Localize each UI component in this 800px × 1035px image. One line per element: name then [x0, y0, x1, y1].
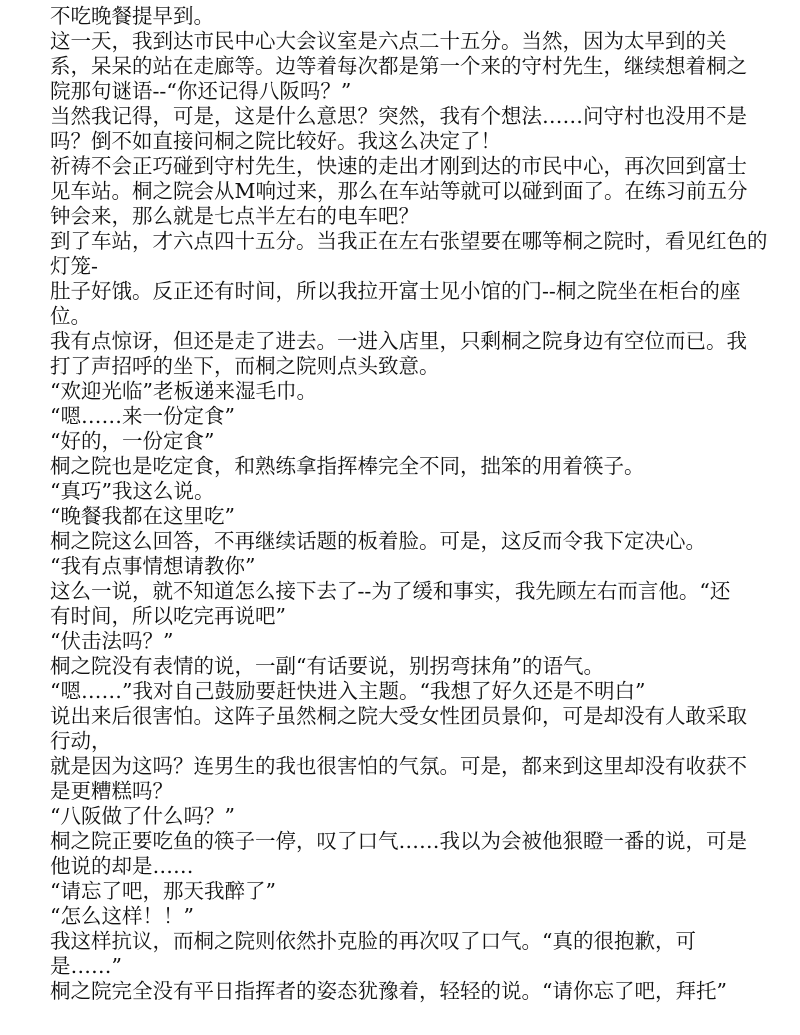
- text-line: 钟会来，那么就是七点半左右的电车吧？: [50, 204, 419, 228]
- text-line: 吗？倒不如直接问桐之院比较好。我这么决定了！: [50, 129, 501, 153]
- text-line: “嗯……”我对自己鼓励要赶快进入主题。“我想了好久还是不明白”: [50, 679, 646, 703]
- text-line: 我这样抗议，而桐之院则依然扑克脸的再次叹了口气。“真的很抱歉，可: [50, 929, 696, 953]
- text-line: “欢迎光临”老板递来湿毛巾。: [50, 379, 317, 403]
- text-line: 位。: [50, 304, 91, 328]
- text-line: “请忘了吧，那天我醉了”: [50, 879, 276, 903]
- text-line: “怎么这样！！”: [50, 904, 194, 928]
- text-line: 他说的却是……: [50, 854, 194, 878]
- text-line: 是更糟糕吗？: [50, 779, 173, 803]
- text-line: “伏击法吗？”: [50, 629, 174, 653]
- text-line: 院那句谜语--“你还记得八阪吗？”: [50, 79, 352, 103]
- text-line: “好的，一份定食”: [50, 429, 215, 453]
- text-line: 祈祷不会正巧碰到守村先生，快速的走出才刚到达的市民中心，再次回到富士: [50, 154, 747, 178]
- text-line: 肚子好饿。反正还有时间，所以我拉开富士见小馆的门--桐之院坐在柜台的座: [50, 279, 741, 303]
- text-line: 行动，: [50, 729, 112, 753]
- text-line: 有时间，所以吃完再说吧”: [50, 604, 286, 628]
- text-line: 是……”: [50, 954, 122, 978]
- text-line: 这一天，我到达市民中心大会议室是六点二十五分。当然，因为太早到的关: [50, 29, 727, 53]
- text-line: 灯笼-: [50, 254, 98, 278]
- text-line: “我有点事情想请教你”: [50, 554, 256, 578]
- text-line: 不吃晚餐提早到。: [50, 4, 214, 28]
- text-line: 见车站。桐之院会从M响过来，那么在车站等就可以碰到面了。在练习前五分: [50, 179, 748, 203]
- text-line: 桐之院也是吃定食，和熟练拿指挥棒完全不同，拙笨的用着筷子。: [50, 454, 645, 478]
- text-line: 打了声招呼的坐下，而桐之院则点头致意。: [50, 354, 440, 378]
- text-line: 桐之院这么回答，不再继续话题的板着脸。可是，这反而令我下定决心。: [50, 529, 706, 553]
- text-line: 说出来后很害怕。这阵子虽然桐之院大受女性团员景仰，可是却没有人敢采取: [50, 704, 747, 728]
- text-line: 桐之院正要吃鱼的筷子一停，叹了口气……我以为会被他狠瞪一番的说，可是: [50, 829, 747, 853]
- text-line: 这么一说，就不知道怎么接下去了--为了缓和事实，我先顾左右而言他。“还: [50, 579, 731, 603]
- text-line: 系，呆呆的站在走廊等。边等着每次都是第一个来的守村先生，继续想着桐之: [50, 54, 747, 78]
- text-line: 我有点惊讶，但还是走了进去。一进入店里，只剩桐之院身边有空位而已。我: [50, 329, 747, 353]
- text-line: 就是因为这吗？连男生的我也很害怕的气氛。可是，都来到这里却没有收获不: [50, 754, 747, 778]
- text-line: “八阪做了什么吗？”: [50, 804, 235, 828]
- text-line: 到了车站，才六点四十五分。当我正在左右张望要在哪等桐之院时，看见红色的: [50, 229, 768, 253]
- document-page: [50, 4, 770, 1004]
- text-line: 桐之院没有表情的说，一副“有话要说，别拐弯抹角”的语气。: [50, 654, 604, 678]
- text-line: 桐之院完全没有平日指挥者的姿态犹豫着，轻轻的说。“请你忘了吧，拜托”: [50, 979, 727, 1003]
- text-line: “真巧”我这么说。: [50, 479, 215, 503]
- text-line: “晚餐我都在这里吃”: [50, 504, 235, 528]
- text-line: 当然我记得，可是，这是什么意思？突然，我有个想法……问守村也没用不是: [50, 104, 747, 128]
- text-line: “嗯……来一份定食”: [50, 404, 235, 428]
